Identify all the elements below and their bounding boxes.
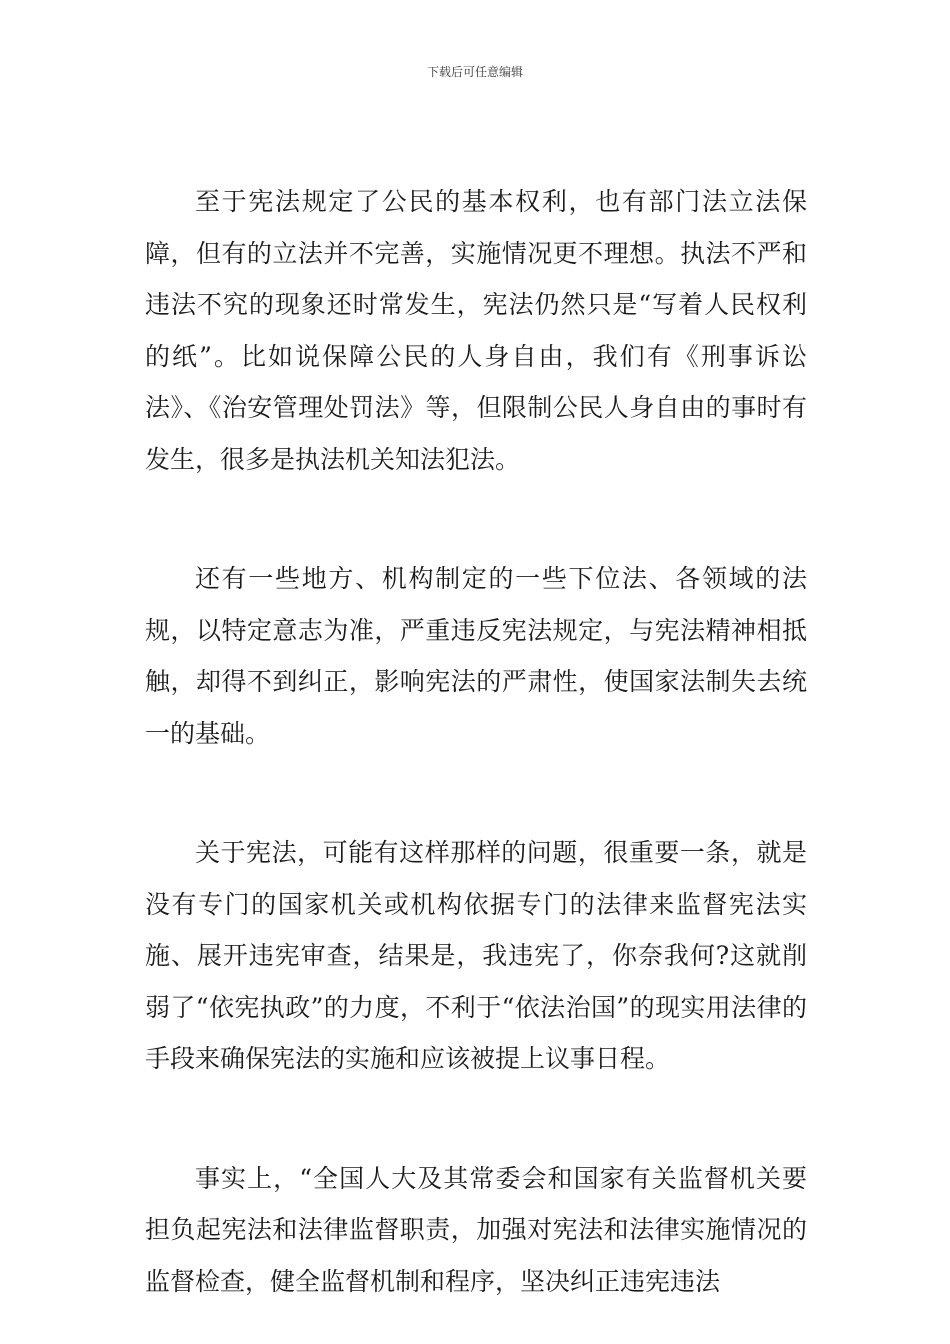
paragraph-1: 至于宪法规定了公民的基本权利，也有部门法立法保障，但有的立法并不完善，实施情况更不理想。执法不严和违法不究的现象还时常发生，宪法仍然只是“写着人民权利的纸”。比如说保障公民的人身自由，我们有《刑事诉讼法》、《治安管理处罚法》等，但限制公民人身自由的事时有发生，很多是执法机关知法犯法。 — [145, 187, 807, 474]
document-body — [145, 176, 807, 1307]
page-header: 下载后可任意编辑 — [426, 65, 523, 79]
paragraph-4: 事实上，“全国人大及其常委会和国家有关监督机关要担负起宪法和法律监督职责，加强对宪法和法律实施情况的监督检查，健全监督机制和程序，坚决纠正违宪违法 — [145, 1163, 807, 1296]
paragraph-3: 关于宪法，可能有这样那样的问题，很重要一条，就是没有专门的国家机关或机构依据专门的法律来监督宪法实施、展开违宪审查，结果是，我违宪了，你奈我何?这就削弱了“依宪执政”的力度，不利于“依法治国”的现实用法律的手段来确保宪法的实施和应该被提上议事日程。 — [145, 838, 807, 1073]
paragraph-2: 还有一些地方、机构制定的一些下位法、各领域的法规，以特定意志为准，严重违反宪法规定，与宪法精神相抵触，却得不到纠正，影响宪法的严肃性，使国家法制失去统一的基础。 — [145, 564, 807, 748]
